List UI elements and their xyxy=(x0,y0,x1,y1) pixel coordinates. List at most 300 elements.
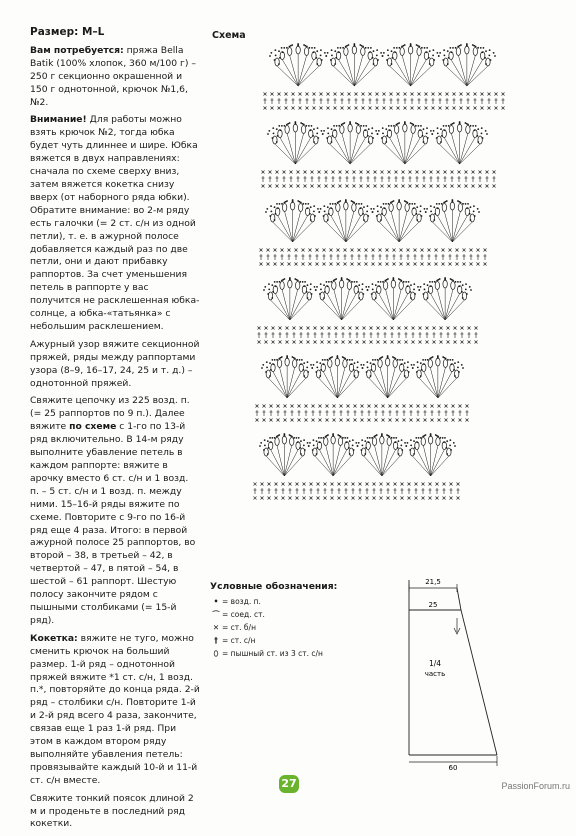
chain-dot xyxy=(300,122,302,124)
chain-dot xyxy=(299,281,301,283)
chain-dot xyxy=(365,447,367,449)
stitch-stem xyxy=(438,367,446,398)
chain-dot xyxy=(472,125,474,127)
chain-dot xyxy=(385,128,387,130)
chain-dot xyxy=(264,286,266,288)
chain-dot xyxy=(461,291,463,293)
puff-stitch xyxy=(277,359,281,367)
chain-dot xyxy=(434,281,436,283)
chain-dot xyxy=(377,59,379,61)
legend-item xyxy=(210,595,390,608)
chain-dot xyxy=(370,375,372,377)
legend-item-label: = соед. ст. xyxy=(222,610,265,619)
legend-item-label: = пышный ст. из 3 ст. с/н xyxy=(222,649,323,658)
chain-dot xyxy=(323,130,325,132)
stitch-stem xyxy=(337,367,345,398)
chain-dot xyxy=(306,291,308,293)
chain-dot xyxy=(380,206,382,208)
stitch-stem xyxy=(411,55,419,86)
chain-dot xyxy=(377,281,379,283)
chain-dot xyxy=(372,137,374,139)
puff-stitch xyxy=(436,358,440,366)
chain-dot xyxy=(267,133,269,135)
chain-dot xyxy=(273,132,275,134)
chain-dot xyxy=(372,359,374,361)
stitch-stem xyxy=(339,60,355,86)
chain-dot xyxy=(443,49,445,51)
chain-dot xyxy=(279,203,281,205)
chain-dot xyxy=(429,50,431,52)
chain-dot xyxy=(320,283,322,285)
chain-dot xyxy=(410,444,412,446)
chain-dot xyxy=(410,284,412,286)
chain-dot xyxy=(462,297,464,299)
stitch-stem xyxy=(271,450,285,476)
chain-dot xyxy=(407,361,409,363)
chain-dot xyxy=(409,449,411,451)
chain-dot xyxy=(334,203,336,205)
chain-dot xyxy=(433,206,435,208)
chain-dot xyxy=(353,369,355,371)
chain-dot xyxy=(427,137,429,139)
chain-dot xyxy=(375,284,377,286)
chain-dot xyxy=(294,121,296,123)
chain-dot xyxy=(358,442,360,444)
chain-dot xyxy=(457,366,459,368)
chain-dot xyxy=(261,367,263,369)
chain-dot xyxy=(268,288,270,290)
chain-dot xyxy=(319,375,321,377)
chain-dot xyxy=(489,49,491,51)
chain-dot xyxy=(316,453,318,455)
chain-dot xyxy=(294,278,296,280)
chain-dot xyxy=(393,437,395,439)
chain-dot xyxy=(420,125,422,127)
chain-dot xyxy=(394,51,396,53)
stitch-stem xyxy=(354,66,375,86)
chain-dot xyxy=(275,54,277,56)
stitch-stem xyxy=(431,294,446,320)
chain-dot xyxy=(414,203,416,205)
puff-stitch xyxy=(352,46,356,54)
legend-item xyxy=(210,647,390,660)
stitch-stem xyxy=(395,60,411,86)
chain-dot xyxy=(417,366,419,368)
chain-dot xyxy=(459,281,461,283)
chain-dot xyxy=(404,375,406,377)
puff-stitch xyxy=(399,281,403,289)
chain-dot xyxy=(410,43,412,45)
chain-dot xyxy=(382,55,384,57)
chain-dot xyxy=(370,47,372,49)
chain-dot xyxy=(408,281,410,283)
legend xyxy=(210,580,390,660)
chain-dot xyxy=(307,203,309,205)
stitch-stem xyxy=(431,445,438,476)
watermark: PassionForum.ru xyxy=(501,781,570,791)
chain-dot xyxy=(330,207,332,209)
chain-dot xyxy=(346,441,348,443)
chain-dot xyxy=(461,364,463,366)
chain-dot xyxy=(466,207,468,209)
chain-dot xyxy=(447,63,449,65)
chain-dot xyxy=(397,359,399,361)
chain-dot xyxy=(466,43,468,45)
chain-dot xyxy=(483,47,485,49)
chain-dot xyxy=(435,434,437,436)
chain-dot xyxy=(265,211,267,213)
stitch-stem xyxy=(393,294,408,320)
chain-dot xyxy=(404,44,406,46)
chain-dot xyxy=(278,434,280,436)
chain-dot xyxy=(338,51,340,53)
chain-dot xyxy=(309,442,311,444)
chain-dot xyxy=(313,210,315,212)
stitch-stem xyxy=(277,445,284,476)
stitch-stem xyxy=(384,144,404,164)
chain-dot xyxy=(308,445,310,447)
chain-dot xyxy=(266,366,268,368)
puff-stitch xyxy=(301,125,305,133)
puff-stitch xyxy=(378,359,382,367)
chain-dot xyxy=(274,219,276,221)
chain-dot xyxy=(381,137,383,139)
chain-dot xyxy=(410,297,412,299)
chain-dot xyxy=(441,135,443,137)
chain-dot xyxy=(403,281,405,283)
stitch-stem xyxy=(397,133,405,164)
chain-dot xyxy=(326,359,328,361)
stitch-stem xyxy=(330,144,350,164)
chain-dot xyxy=(291,44,293,46)
chain-dot xyxy=(447,359,449,361)
chain-dot xyxy=(314,286,316,288)
chain-dot xyxy=(426,208,428,210)
chain-dot xyxy=(367,366,369,368)
chain-dot xyxy=(268,130,270,132)
chain-dot xyxy=(346,278,348,280)
chain-dot xyxy=(335,278,337,280)
chain-dot xyxy=(334,63,336,65)
chain-dot xyxy=(372,211,374,213)
chain-dot xyxy=(362,293,364,295)
chain-dot xyxy=(289,277,291,279)
stitch-stem xyxy=(287,367,295,398)
chain-dot xyxy=(272,127,274,129)
chain-dot xyxy=(367,135,369,137)
chain-dot xyxy=(430,210,432,212)
chain-dot xyxy=(451,199,453,201)
chain-dot xyxy=(320,208,322,210)
chain-dot xyxy=(299,359,301,361)
chain-dot xyxy=(454,445,456,447)
chain-dot xyxy=(352,444,354,446)
chain-dot xyxy=(362,213,364,215)
stitch-stem xyxy=(346,222,366,242)
chain-dot xyxy=(465,288,467,290)
chain-dot xyxy=(428,57,430,59)
chain-dot xyxy=(401,439,403,441)
stitch-stem xyxy=(282,289,290,320)
stitch-stem xyxy=(437,289,445,320)
chain-dot xyxy=(395,437,397,439)
chain-dot xyxy=(297,43,299,45)
stitch-stem xyxy=(295,138,310,164)
chain-dot xyxy=(449,439,451,441)
chain-dot xyxy=(401,363,403,365)
puff-stitch xyxy=(285,125,289,133)
chain-dot xyxy=(482,137,484,139)
chain-dot xyxy=(303,444,305,446)
chain-dot xyxy=(326,285,328,287)
chain-dot xyxy=(310,364,312,366)
chain-dot xyxy=(293,437,295,439)
chain-dot xyxy=(313,51,315,53)
chain-dot xyxy=(286,200,288,202)
puff-stitch xyxy=(339,280,343,288)
chain-dot xyxy=(490,59,492,61)
puff-stitch xyxy=(292,359,296,367)
chain-dot xyxy=(358,203,360,205)
chain-dot xyxy=(323,363,325,365)
chain-dot xyxy=(368,141,370,143)
chain-dot xyxy=(417,125,419,127)
chain-dot xyxy=(371,437,373,439)
chain-dot xyxy=(442,356,444,358)
chain-dot xyxy=(382,132,384,134)
chain-dot xyxy=(370,369,372,371)
stitch-stem xyxy=(445,289,453,320)
chain-dot xyxy=(454,362,456,364)
chain-dot xyxy=(311,47,313,49)
stitch-stem xyxy=(424,372,438,398)
chain-dot xyxy=(413,453,415,455)
puff-stitch xyxy=(343,359,347,367)
chain-dot xyxy=(434,213,436,215)
stitch-stem xyxy=(419,378,438,398)
stitch-stem xyxy=(326,445,333,476)
chain-dot xyxy=(444,277,446,279)
chain-dot xyxy=(371,293,373,295)
chain-dot xyxy=(485,130,487,132)
puff-stitch xyxy=(340,125,344,133)
stitch-stem xyxy=(382,456,400,476)
chain-dot xyxy=(465,283,467,285)
puff-stitch xyxy=(356,125,360,133)
chain-dot xyxy=(281,47,283,49)
chain-dot xyxy=(438,203,440,205)
chain-dot xyxy=(361,288,363,290)
chain-dot xyxy=(449,359,451,361)
chain-dot xyxy=(452,359,454,361)
puff-stitch xyxy=(451,281,455,289)
chain-dot xyxy=(433,59,435,61)
puff-stitch xyxy=(335,358,339,366)
chain-dot xyxy=(320,54,322,56)
chain-dot xyxy=(274,49,276,51)
chain-dot xyxy=(302,281,304,283)
chain-dot xyxy=(469,213,471,215)
chain-dot xyxy=(353,43,355,45)
stitch-stem xyxy=(423,445,430,476)
chain-dot xyxy=(313,444,315,446)
chain-dot xyxy=(444,54,446,56)
chain-dot xyxy=(331,54,333,56)
puff-stitch xyxy=(456,47,460,55)
chain-dot xyxy=(367,215,369,217)
stitch-stem xyxy=(388,378,407,398)
puff-stitch xyxy=(290,437,294,445)
chain-dot xyxy=(300,453,302,455)
stitch-stem xyxy=(460,144,480,164)
chain-dot xyxy=(432,49,434,51)
chain-dot xyxy=(350,363,352,365)
chain-dot xyxy=(369,51,371,53)
stitch-stem xyxy=(342,289,350,320)
legend-title: Условные обозначения: xyxy=(210,581,338,592)
puff-stitch xyxy=(280,281,284,289)
puff-stitch xyxy=(450,202,454,210)
chain-dot xyxy=(442,437,444,439)
chain-dot xyxy=(462,203,464,205)
chain-dot xyxy=(387,355,389,357)
chain-dot xyxy=(369,437,371,439)
chain-dot xyxy=(282,51,284,53)
chain-dot xyxy=(438,55,440,57)
chain-dot xyxy=(398,199,400,201)
stitch-stem xyxy=(399,211,407,242)
materials-paragraph: Вам потребуется: пряжа Bella Batik (100% хлопок, 360 м/100 г) – 250 г секционно окрашенной и 150 г однотонной, крючок №1,6, №2. xyxy=(30,44,196,108)
chain-dot xyxy=(331,128,333,130)
chain-dot xyxy=(418,289,420,291)
chain-dot xyxy=(268,447,270,449)
puff-stitch xyxy=(403,124,407,132)
chain-dot xyxy=(390,125,392,127)
chain-dot xyxy=(451,363,453,365)
chain-dot xyxy=(385,203,387,205)
puff-stitch xyxy=(436,437,440,445)
page-number: 27 xyxy=(279,775,299,793)
chain-dot xyxy=(411,203,413,205)
chain-dot xyxy=(266,208,268,210)
chain-dot xyxy=(393,200,395,202)
chain-dot xyxy=(262,364,264,366)
chain-dot xyxy=(445,447,447,449)
chain-dot xyxy=(336,125,338,127)
chain-dot xyxy=(304,449,306,451)
chain-dot xyxy=(309,213,311,215)
chain-dot xyxy=(394,441,396,443)
chain-dot xyxy=(387,54,389,56)
chain-dot xyxy=(459,121,461,123)
chain-dot xyxy=(387,278,389,280)
chain-dot xyxy=(462,367,464,369)
chain-dot xyxy=(334,129,336,131)
chain-dot xyxy=(296,437,298,439)
chain-dot xyxy=(353,449,355,451)
chain-dot xyxy=(368,441,370,443)
chain-dot xyxy=(485,63,487,65)
chain-dot xyxy=(313,205,315,207)
chain-dot xyxy=(344,437,346,439)
puff-stitch xyxy=(352,203,356,211)
chain-dot xyxy=(279,129,281,131)
chain-dot xyxy=(303,375,305,377)
chain-dot xyxy=(432,54,434,56)
stitch-stem xyxy=(346,216,361,242)
chain-dot xyxy=(424,47,426,49)
chain-dot xyxy=(430,285,432,287)
stitch-stem xyxy=(275,144,295,164)
chain-dot xyxy=(265,371,267,373)
chain-dot xyxy=(440,128,442,130)
chain-dot xyxy=(323,215,325,217)
stitch-stem xyxy=(273,222,293,242)
stitch-stem xyxy=(445,300,464,320)
chain-dot xyxy=(275,213,277,215)
chain-dot xyxy=(436,52,438,54)
chain-dot xyxy=(337,47,339,49)
chain-dot xyxy=(398,453,400,455)
puff-stitch xyxy=(282,203,286,211)
chain-dot xyxy=(354,362,356,364)
chain-dot xyxy=(303,439,305,441)
chain-dot xyxy=(318,211,320,213)
chain-dot xyxy=(416,441,418,443)
stitch-stem xyxy=(282,60,298,86)
chain-dot xyxy=(416,206,418,208)
stitch-stem xyxy=(444,138,459,164)
chain-dot xyxy=(319,293,321,295)
chain-dot xyxy=(283,433,285,435)
puff-stitch xyxy=(347,281,351,289)
chain-dot xyxy=(436,137,438,139)
arc-icon: ⌒ xyxy=(212,610,220,619)
puff-stitch xyxy=(372,437,376,445)
chain-dot xyxy=(392,277,394,279)
chain-dot xyxy=(313,128,315,130)
chain-dot xyxy=(494,55,496,57)
chain-dot xyxy=(319,362,321,364)
chain-dot xyxy=(377,359,379,361)
chain-dot xyxy=(307,284,309,286)
chain-dot xyxy=(427,291,429,293)
chain-dot xyxy=(364,129,366,131)
chain-dot xyxy=(477,141,479,143)
chain-dot xyxy=(270,441,272,443)
legend-item xyxy=(210,608,390,621)
chain-dot xyxy=(345,199,347,201)
chain-dot xyxy=(330,59,332,61)
chain-dot xyxy=(421,47,423,49)
chain-dot xyxy=(445,125,447,127)
puff-stitch xyxy=(391,280,395,288)
stitch-stem xyxy=(271,300,290,320)
chain-dot xyxy=(392,57,394,59)
chain-dot xyxy=(366,371,368,373)
stitch-stem xyxy=(290,294,305,320)
chain-dot xyxy=(373,363,375,365)
chain-dot xyxy=(488,54,490,56)
chain-dot xyxy=(269,437,271,439)
chain-dot xyxy=(372,283,374,285)
stitch-stem xyxy=(445,294,460,320)
chain-dot xyxy=(421,215,423,217)
stitch-stem xyxy=(379,294,394,320)
chain-dot xyxy=(375,297,377,299)
scheme-title: Схема xyxy=(212,30,246,41)
stitch-stem xyxy=(287,378,306,398)
